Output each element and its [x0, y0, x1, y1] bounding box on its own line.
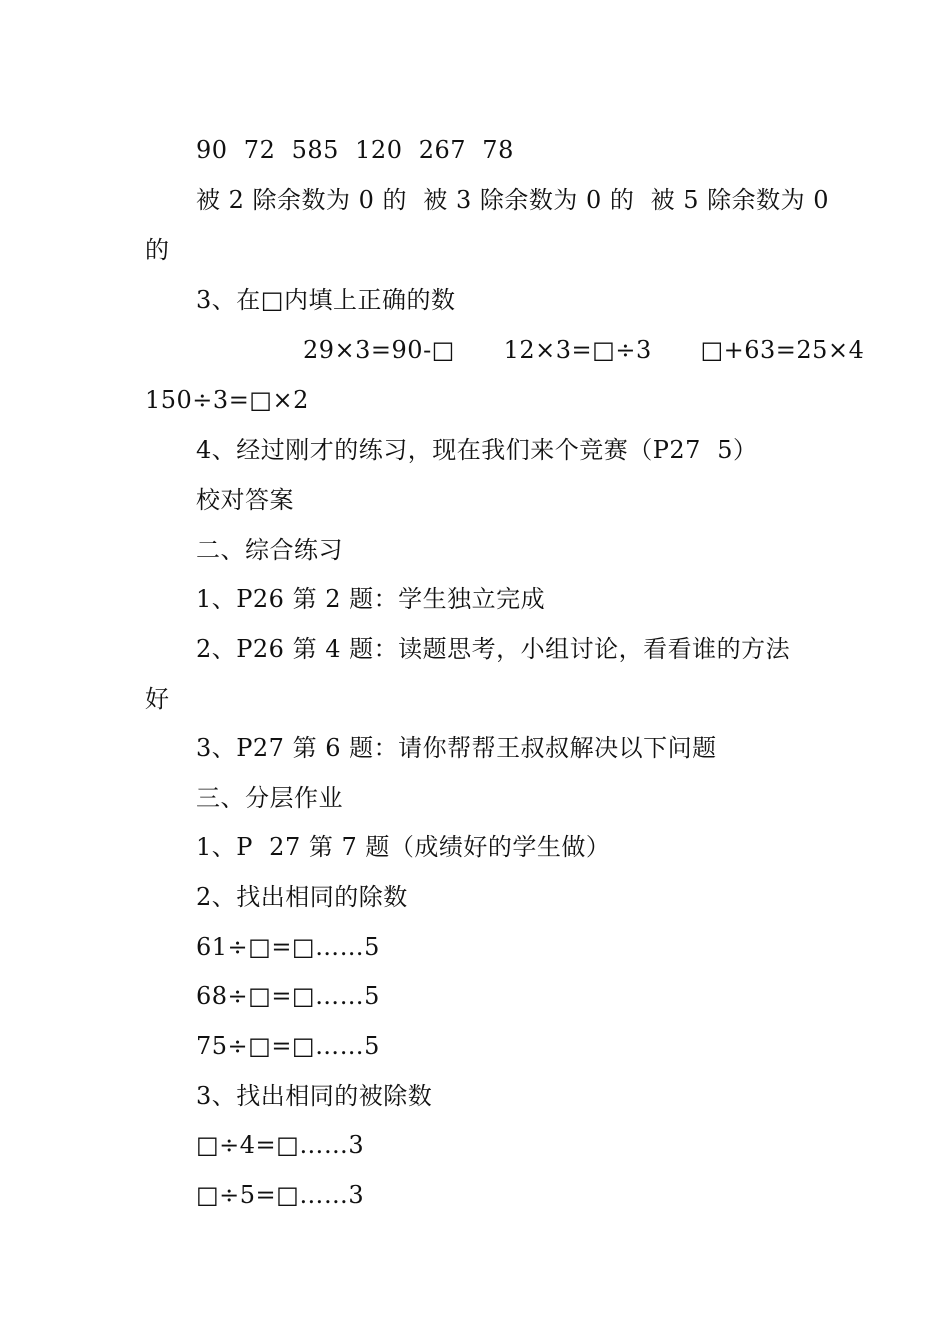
number-list: 90 72 585 120 267 78 — [196, 136, 514, 164]
section-2-item-1: 1、P26 第 2 题：学生独立完成 — [196, 585, 546, 613]
section-2-item-3: 3、P27 第 6 题：请你帮帮王叔叔解决以下问题 — [196, 734, 717, 762]
section-2-item-2: 2、P26 第 4 题：读题思考，小组讨论，看看谁的方法 — [196, 635, 791, 663]
section-3-item-2: 2、找出相同的除数 — [196, 883, 408, 911]
section-2-heading: 二、综合练习 — [196, 536, 343, 564]
dividend-equation-1: □÷4=□……3 — [196, 1131, 365, 1159]
exercise-3-equations: 29×3=90-□ 12×3=□÷3 □+63=25×4 — [303, 336, 865, 364]
divisor-equation-3: 75÷□=□……5 — [196, 1032, 380, 1060]
divisor-equation-1: 61÷□=□……5 — [196, 933, 380, 961]
exercise-4-competition: 4、经过刚才的练习，现在我们来个竞赛（P27 5） — [196, 436, 758, 464]
exercise-3-equation-last: 150÷3=□×2 — [145, 386, 309, 414]
divisor-equation-2: 68÷□=□……5 — [196, 982, 380, 1010]
section-3-item-1: 1、P 27 第 7 题（成绩好的学生做） — [196, 833, 611, 861]
section-3-item-3: 3、找出相同的被除数 — [196, 1082, 433, 1110]
section-3-heading: 三、分层作业 — [196, 784, 343, 812]
remainder-categories: 被 2 除余数为 0 的 被 3 除余数为 0 的 被 5 除余数为 0 — [196, 186, 830, 214]
dividend-equation-2: □÷5=□……3 — [196, 1181, 365, 1209]
exercise-3-heading: 3、在□内填上正确的数 — [196, 286, 456, 314]
remainder-categories-cont: 的 — [145, 236, 170, 264]
section-2-item-2-cont: 好 — [145, 685, 170, 713]
check-answers: 校对答案 — [196, 486, 294, 514]
